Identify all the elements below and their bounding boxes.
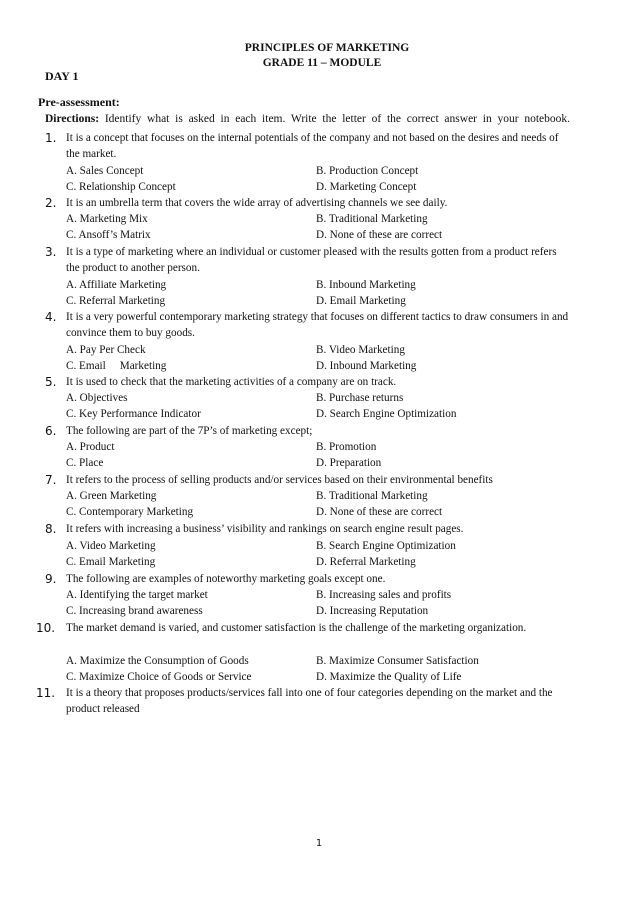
section-heading: Pre-assessment: <box>38 95 120 109</box>
option-b: B. Traditional Marketing <box>316 490 428 502</box>
question-number: 9. <box>45 572 57 586</box>
question-number: 2. <box>45 196 57 210</box>
option-a: A. Video Marketing <box>66 540 156 552</box>
option-c: C. Referral Marketing <box>66 295 166 307</box>
question-text: It is a very powerful contemporary marketing strategy that focuses on different tactics to draw consumers in and convince them to buy goods. <box>66 311 569 340</box>
option-b: B. Increasing sales and profits <box>316 589 452 601</box>
option-d: D. Increasing Reputation <box>316 605 429 617</box>
option-c: C. Email Marketing <box>66 360 167 372</box>
directions-label: Directions: <box>45 113 100 125</box>
option-b: B. Inbound Marketing <box>316 279 416 291</box>
option-c: C. Ansoff’s Matrix <box>66 229 151 241</box>
option-d: D. Inbound Marketing <box>316 360 417 372</box>
option-a: A. Objectives <box>66 392 128 404</box>
question-text: It is used to check that the marketing activities of a company are on track. <box>66 376 397 388</box>
option-c: C. Email Marketing <box>66 556 156 568</box>
option-c: C. Place <box>66 457 104 469</box>
option-d: D. Email Marketing <box>316 295 406 307</box>
question-number: 5. <box>45 375 57 389</box>
option-c: C. Maximize Choice of Goods or Service <box>66 671 252 683</box>
question-text: It refers to the process of selling products and/or services based on their environmental benefits <box>66 474 493 486</box>
option-d: D. Referral Marketing <box>316 556 416 568</box>
option-a: A. Sales Concept <box>66 165 144 177</box>
question-number: 10. <box>36 621 56 635</box>
option-a: A. Green Marketing <box>66 490 157 502</box>
option-a: A. Identifying the target market <box>66 589 208 601</box>
question-text: It refers with increasing a business’ visibility and rankings on search engine result pages. <box>66 523 464 535</box>
option-a: A. Maximize the Consumption of Goods <box>66 655 249 667</box>
option-d: D. Marketing Concept <box>316 181 417 193</box>
option-c: C. Increasing brand awareness <box>66 605 203 617</box>
question-text: The market demand is varied, and customer satisfaction is the challenge of the marketing organization. <box>66 622 527 634</box>
option-a: A. Affiliate Marketing <box>66 279 167 291</box>
question-number: 3. <box>45 245 57 259</box>
question-text: The following are part of the 7P’s of marketing except; <box>66 425 313 437</box>
question-text: The following are examples of noteworthy marketing goals except one. <box>66 573 386 585</box>
question-number: 7. <box>45 473 57 487</box>
question-number: 11. <box>36 686 56 700</box>
option-b: B. Promotion <box>316 441 377 453</box>
option-c: C. Contemporary Marketing <box>66 506 194 518</box>
page-number: 1 <box>315 838 323 849</box>
directions <box>45 113 570 125</box>
document-title: PRINCIPLES OF MARKETING <box>244 42 410 54</box>
option-d: D. None of these are correct <box>316 229 443 241</box>
question-text: It is an umbrella term that covers the wide array of advertising channels we see daily. <box>66 197 448 209</box>
option-d: D. Search Engine Optimization <box>316 408 457 420</box>
option-a: A. Pay Per Check <box>66 344 146 356</box>
question-text: It is a type of marketing where an individual or customer pleased with the results gotten from a product refers the product to another person. <box>66 246 557 275</box>
option-b: B. Video Marketing <box>316 344 405 356</box>
option-d: D. Preparation <box>316 457 382 469</box>
option-a: A. Marketing Mix <box>66 213 148 225</box>
option-c: C. Key Performance Indicator <box>66 408 201 420</box>
question-number: 6. <box>45 424 57 438</box>
document-subtitle: GRADE 11 – MODULE <box>262 57 382 69</box>
option-b: B. Maximize Consumer Satisfaction <box>316 655 479 667</box>
day-heading: DAY 1 <box>45 69 79 83</box>
question-number: 4. <box>45 310 57 324</box>
option-d: D. Maximize the Quality of Life <box>316 671 462 683</box>
question-number: 8. <box>45 522 57 536</box>
question-number: 1. <box>45 131 57 145</box>
directions-text: Identify what is asked in each item. Write the letter of the correct answer in your notebook. <box>99 113 570 125</box>
option-d: D. None of these are correct <box>316 506 443 518</box>
option-c: C. Relationship Concept <box>66 181 176 193</box>
question-text: It is a theory that proposes products/services fall into one of four categories depending on the market and the product released <box>66 687 553 716</box>
option-b: B. Purchase returns <box>316 392 404 404</box>
option-b: B. Search Engine Optimization <box>316 540 456 552</box>
option-a: A. Product <box>66 441 115 453</box>
option-b: B. Production Concept <box>316 165 419 177</box>
question-text: It is a concept that focuses on the internal potentials of the company and not based on the desires and needs of the market. <box>66 132 559 161</box>
option-b: B. Traditional Marketing <box>316 213 428 225</box>
